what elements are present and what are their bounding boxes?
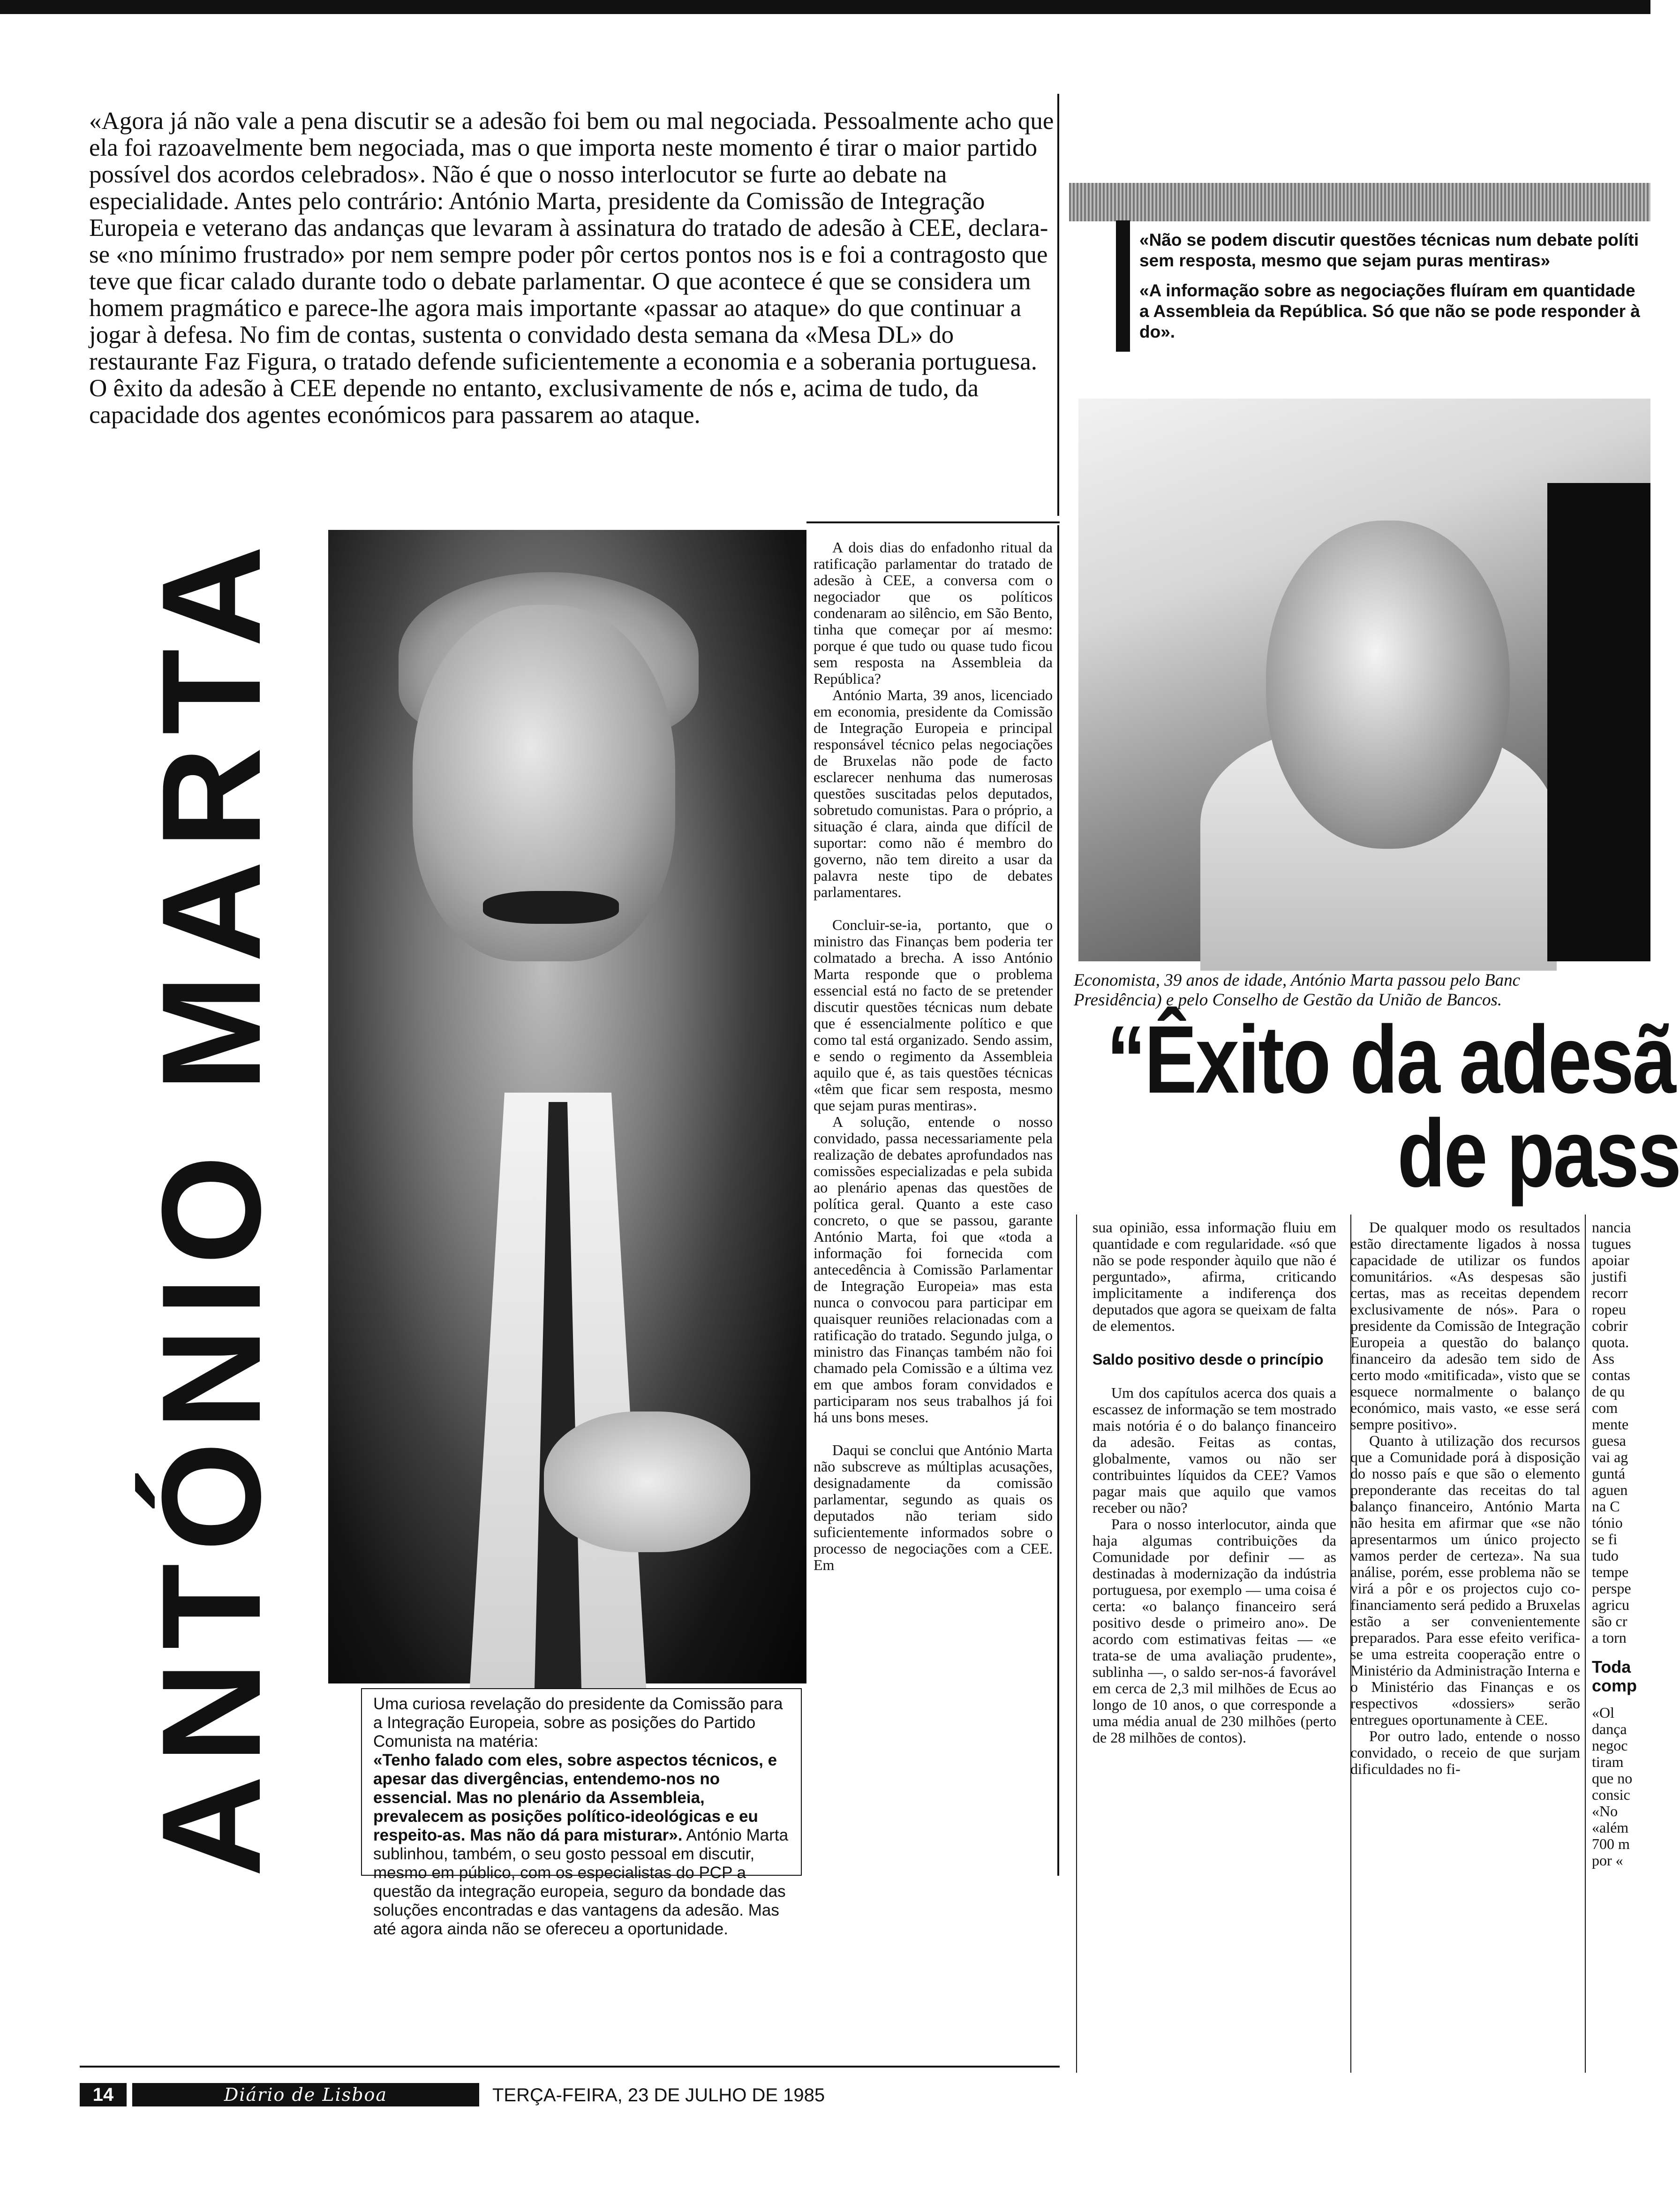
horizontal-rule-under-lead — [806, 521, 1060, 523]
photo-caption-line: Presidência) e pelo Conselho de Gestão da União de Bancos. — [1074, 990, 1502, 1010]
pull-quote-text: «A informação sobre as negociações fluíram em quantidade — [1139, 281, 1635, 300]
col4-lines — [1592, 1219, 1650, 1646]
col4-line: com — [1592, 1399, 1618, 1416]
col4-line: de qu — [1592, 1383, 1625, 1400]
screen-bar — [1069, 183, 1650, 221]
col4-line: na C — [1592, 1498, 1620, 1515]
col4-line: recorr — [1592, 1284, 1628, 1301]
col4-line: tudo — [1592, 1547, 1619, 1564]
col4-line: negoc — [1592, 1737, 1628, 1754]
col4-line: aguen — [1592, 1481, 1628, 1498]
caption-box-text — [373, 1695, 790, 1939]
pull-quote — [1116, 280, 1650, 342]
lunch-photo — [1078, 399, 1650, 961]
col4-line: guntá — [1592, 1465, 1626, 1482]
pull-quote-text: sem resposta, mesmo que sejam puras mentiras» — [1139, 251, 1551, 270]
col4-line: tugues — [1592, 1235, 1631, 1252]
vertical-rule-middle — [1057, 525, 1059, 1876]
pull-quote-text: a Assembleia da República. Só que não se pode responder à — [1139, 302, 1640, 321]
col4-line: são cr — [1592, 1613, 1627, 1630]
col1-paragraph: António Marta, 39 anos, licenciado em economia, presidente da Comissão de Integração Europeia e principal responsável técnico pelas negociações de Bruxelas não pode de facto esclarecer nenhuma das numerosas questões suscitadas pelos deputados, sobretudo comunistas. Para o próprio, a situação é clara, ainda que difícil de suportar: como não é membro do governo, não tem direito a usar da palavra neste tipo de debates parlamentares. — [814, 687, 1053, 900]
caption-outro: António Marta sublinhou, também, o seu gosto pessoal em discutir, mesmo em público, com os especialistas do PCP a questão da integração europeia, seguro da bondade das soluções encontradas e das vantagens da adesão. Mas até agora ainda não se ofereceu a oportunidade. — [373, 1826, 789, 1938]
col4-line: se fi — [1592, 1531, 1618, 1547]
col4-line: nancia — [1592, 1219, 1631, 1236]
col2-subhead: Saldo positivo desde o princípio — [1092, 1351, 1324, 1368]
article-column-1 — [814, 539, 1053, 1573]
col4-line: justifi — [1592, 1268, 1627, 1285]
col1-paragraph: Daqui se conclui que António Marta não subscreve as múltiplas acusações, designadamente da comissão parlamentar, segundo as quais os deputados não teriam sido suficientemente informados sobre o processo de negociações com a CEE. Em — [814, 1442, 1053, 1573]
col4-line: perspe — [1592, 1580, 1631, 1597]
col4-subhead-line: Toda — [1592, 1657, 1631, 1676]
vertical-title-text: ANTÓNIO MARTA — [132, 533, 290, 1877]
pull-quote — [1116, 230, 1650, 271]
portrait-hand — [544, 1411, 750, 1552]
headline — [1069, 1004, 1680, 1215]
col4-line: tónio — [1592, 1514, 1623, 1531]
col4-line: dança — [1592, 1721, 1627, 1737]
page-footer — [80, 2082, 1158, 2110]
pull-quotes — [1116, 230, 1650, 352]
col3-paragraph: Por outro lado, entende o nosso convidado, o receio de que surjam dificuldades no fi- — [1350, 1728, 1580, 1777]
col4-line: apoiar — [1592, 1252, 1629, 1268]
col3-paragraph: De qualquer modo os resultados estão directamente ligados à nossa capacidade de utilizar os fundos comunitários. «As despesas são certas, mas as receitas dependem exclusivamente de nós». Para o presidente da Comissão de Integração Europeia a questão do balanço financeiro da adesão tem sido de certo modo «mitificada», visto que se esquece normalmente o balanço económico, mais vasto, «e esse será sempre positivo». — [1350, 1219, 1580, 1433]
col4-line: mente — [1592, 1416, 1629, 1433]
lunch-photo-shadow — [1547, 483, 1650, 961]
lunch-photo-head — [1266, 521, 1510, 849]
pull-quote-text: do». — [1139, 322, 1175, 341]
col4-line: guesa — [1592, 1432, 1626, 1449]
masthead-logo: Diário de Lisboa — [132, 2083, 479, 2106]
top-border — [0, 0, 1650, 14]
col1-paragraph: A dois dias do enfadonho ritual da ratificação parlamentar do tratado de adesão à CEE, a conversa com o negociador que os políticos condenaram ao silêncio, em São Bento, tinha que começar por aí mesmo: porque é que tudo ou quase tudo ficou sem resposta na Assembleia da República? — [814, 539, 1053, 687]
col1-paragraph: A solução, entende o nosso convidado, passa necessariamente pela realização de debates aprofundados nas comissões especializadas e pela subida ao plenário apenas das questões de política geral. Quanto a este caso concreto, o que se passou, garante António Marta, foi que «toda a informação foi fornecida com antecedência à Comissão Parlamentar de Integração Europeia» mas esta nunca o convocou para participar em quaisquer reuniões relacionadas com a ratificação do tratado. Segundo julga, o ministro das Finanças também não foi chamado pela Comissão e a última vez em que ambos foram convidados e participaram nos seus trabalhos já foi há uns bons meses. — [814, 1113, 1053, 1426]
col4-line: tiram — [1592, 1753, 1624, 1770]
issue-date: TERÇA-FEIRA, 23 DE JULHO DE 1985 — [492, 2085, 825, 2106]
col2-paragraph: Um dos capítulos acerca dos quais a escassez de informação se tem mostrado mais notória é o do balanço financeiro da adesão. Feitas as contas, globalmente, vamos ou não ser contribuintes líquidos da CEE? Vamos pagar mais que aquilo que vamos receber ou não? — [1092, 1384, 1336, 1516]
col4-line: tempe — [1592, 1563, 1629, 1580]
bottom-rule — [80, 2066, 1060, 2068]
col4-subhead-line: comp — [1592, 1676, 1637, 1695]
caption-intro: Uma curiosa revelação do presidente da Comissão para a Integração Europeia, sobre as posições do Partido Comunista na matéria: — [373, 1695, 783, 1751]
col4-line: ropeu — [1592, 1301, 1626, 1318]
portrait-mustache — [483, 891, 619, 924]
col4-line: «além — [1592, 1819, 1629, 1836]
col4-lines-2 — [1592, 1705, 1650, 1869]
column-rule-3 — [1585, 1215, 1586, 2073]
article-column-3 — [1350, 1219, 1580, 1777]
col4-line: agricu — [1592, 1596, 1629, 1613]
col4-line: «Ol — [1592, 1704, 1614, 1721]
article-column-2 — [1092, 1219, 1336, 1746]
col2-paragraph: Para o nosso interlocutor, ainda que haja algumas contribuições da Comunidade por definir — as destinadas à modernização da indústria portuguesa, por exemplo — uma coisa é certa: «o balanço financeiro será positivo desde o primeiro ano». De acordo com estimativas feitas — «e trata-se de uma avaliação prudente», sublinha —, o saldo ser-nos-á favorável em cerca de 2,3 mil milhões de Ecus ao longo de 10 anos, o que corresponde a uma média anual de 230 milhões (perto de 28 milhões de contos). — [1092, 1516, 1336, 1746]
caption-box — [361, 1688, 802, 1938]
vertical-title — [132, 525, 290, 1885]
col4-line: contas — [1592, 1366, 1630, 1383]
page-number: 14 — [80, 2083, 127, 2106]
col4-line: cobrir — [1592, 1317, 1628, 1334]
photo-caption-line: Economista, 39 anos de idade, António Marta passou pelo Banc — [1074, 971, 1520, 990]
lead-paragraph: «Agora já não vale a pena discutir se a adesão foi bem ou mal negociada. Pessoalmente acho que ela foi razoavelmente bem negociada, mas o que importa neste momento é tirar o maior partido possível dos acordos celebrados». Não é que o nosso interlocutor se furte ao debate na especialidade. Antes pelo contrário: António Marta, presidente da Comissão de Integração Europeia e veterano das andanças que levaram à assinatura do tratado de adesão à CEE, declara-se «no mínimo frustrado» por nem sempre poder pôr certos pontos nos is e foi a contragosto que teve que ficar calado durante todo o debate parlamentar. O que acontece é que se considera um homem pragmático e parece-lhe agora mais importante «passar ao ataque» do que continuar a jogar à defesa. No fim de contas, sustenta o convidado desta semana da «Mesa DL» do restaurante Faz Figura, o tratado defende suficientemente a economia e a soberania portuguesa. O êxito da adesão à CEE depende no entanto, exclusivamente de nós e, acima de tudo, da capacidade dos agentes económicos para passarem ao ataque. — [89, 107, 1054, 429]
vertical-rule-lead — [1057, 94, 1059, 516]
headline-line-1: “Êxito da adesã — [1107, 1006, 1675, 1113]
col4-line: consic — [1592, 1786, 1630, 1803]
col4-line: Ass — [1592, 1350, 1615, 1367]
pull-quote-text: «Não se podem discutir questões técnicas num debate políti — [1139, 230, 1639, 249]
col4-line: 700 m — [1592, 1835, 1630, 1852]
caption-quote: «Tenho falado com eles, sobre aspectos técnicos, e apesar das divergências, entendemo-nos no essencial. Mas no plenário da Assembleia, prevalecem as posições político-ideológicas e eu respeito-as. Mas não dá para misturar». — [373, 1751, 777, 1844]
column-rule-1 — [1076, 1215, 1077, 2073]
portrait-photo — [328, 530, 806, 1683]
col4-line: quota. — [1592, 1334, 1629, 1351]
col4-line: vai ag — [1592, 1449, 1628, 1465]
col1-paragraph: Concluir-se-ia, portanto, que o ministro das Finanças bem poderia ter colmatado a brecha. A isso António Marta responde que o problema essencial está no facto de se pretender discutir questões técnicas num debate que é essencialmente político e que como tal está organizado. Sendo assim, e sendo o regimento da Assembleia aquilo que é, as tais questões técnicas «têm que ficar sem resposta, mesmo que sejam puras mentiras». — [814, 916, 1053, 1114]
col2-paragraph: sua opinião, essa informação fluiu em quantidade e com regularidade. «só que não se pode responder àquilo que não é perguntado», afirma, criticando implicitamente a indiferença dos deputados que agora se queixam de falta de elementos. — [1092, 1219, 1336, 1334]
col4-subhead — [1592, 1658, 1650, 1695]
article-column-4 — [1592, 1219, 1650, 1869]
col4-line: por « — [1592, 1852, 1623, 1869]
col3-paragraph: Quanto à utilização dos recursos que a Comunidade porá à disposição do nosso país e que são o elemento preponderante das receitas do tal balanço financeiro, António Marta não hesita em afirmar que «se não apresentarmos um único projecto vamos perder de certeza». Na sua análise, porém, esse problema não se virá a pôr e os projectos cujo co-financiamento será pedido a Bruxelas estão a ser convenientemente preparados. Para esse efeito verifica-se uma estreita cooperação entre o Ministério da Administração Interna e o Ministério das Finanças e os respectivos «dossiers» serão entregues oportunamente à CEE. — [1350, 1432, 1580, 1728]
col4-line: a torn — [1592, 1629, 1627, 1646]
col4-line: «No — [1592, 1803, 1618, 1819]
col4-line: que no — [1592, 1770, 1633, 1787]
headline-line-2: de pass — [1397, 1100, 1680, 1207]
